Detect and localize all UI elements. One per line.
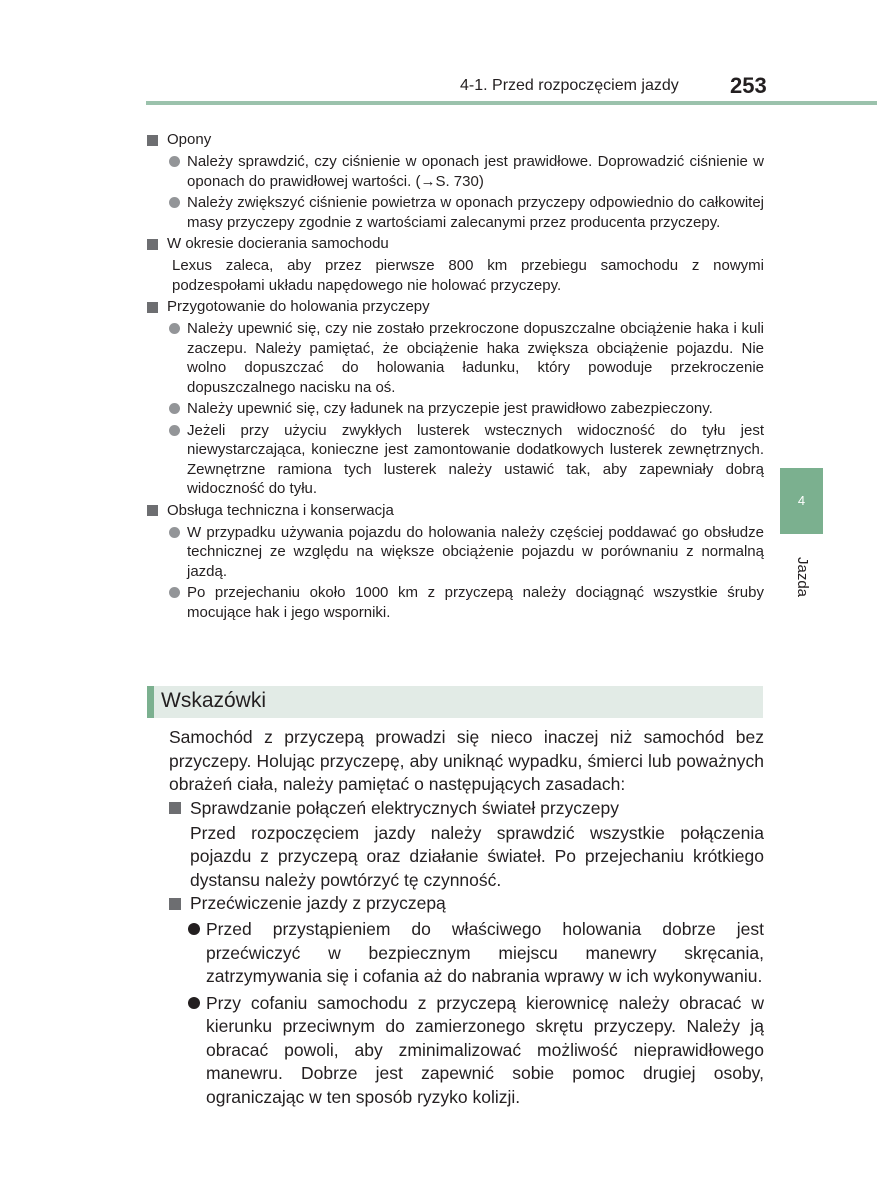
section-tires <box>147 130 764 232</box>
header-divider <box>146 101 877 105</box>
tips-section-paragraph: Przed rozpoczęciem jazdy należy sprawdzić wszystkie połączenia pojazdu z przyczepą oraz działanie świateł. Po przejechaniu krótkiego dystansu należy powtórzyć tę czynność. <box>190 822 764 890</box>
circle-bullet-icon <box>169 527 180 538</box>
section-break-in <box>147 234 764 295</box>
circle-bullet-icon <box>169 587 180 598</box>
tips-heading-bar <box>147 686 763 718</box>
tips-title: Wskazówki <box>161 689 267 712</box>
section-heading: Opony <box>147 130 764 150</box>
main-content <box>147 128 764 622</box>
circle-bullet-icon <box>169 425 180 436</box>
list-item: Jeżeli przy użyciu zwykłych lusterek wstecznych widoczność do tyłu jest niewystarczająca, konieczne jest zamontowanie dodatkowych lusterek zewnętrznych. Zewnętrzne ramiona tych lusterek należy ustawić tak, aby zapewniały dobrą widoczność do tyłu. <box>147 421 764 499</box>
square-bullet-icon <box>169 898 181 910</box>
list-item: Należy upewnić się, czy nie zostało przekroczone dopuszczalne obciążenie haka i kuli zaczepu. Należy pamiętać, że obciążenie haka zwiększa obciążenie pojazdu. Nie wolno dopuszczać do holowania ładunku, który powoduje przekroczenie dopuszczalnego nacisku na oś. <box>147 319 764 397</box>
circle-bullet-icon <box>169 156 180 167</box>
section-title: 4-1. Przed rozpoczęciem jazdy <box>460 77 679 94</box>
square-bullet-icon <box>147 135 158 146</box>
section-preparation <box>147 297 764 499</box>
section-heading: Obsługa techniczna i konserwacja <box>147 501 764 521</box>
square-bullet-icon <box>147 505 158 516</box>
chapter-label: Jazda <box>794 557 811 598</box>
list-item: Po przejechaniu około 1000 km z przyczepą należy dociągnąć wszystkie śruby mocujące hak i jego wsporniki. <box>147 583 764 622</box>
page-header <box>0 0 877 110</box>
circle-bullet-icon <box>169 197 180 208</box>
list-item: W przypadku używania pojazdu do holowania należy częściej poddawać go obsłudze technicznej ze względu na większe obciążenie pojazdu w porównaniu z normalną jazdą. <box>147 523 764 582</box>
list-item: Należy zwiększyć ciśnienie powietrza w oponach przyczepy odpowiednio do całkowitej masy przyczepy zgodnie z wartościami zalecanymi przez producenta przyczepy. <box>147 193 764 232</box>
circle-bullet-icon <box>169 403 180 414</box>
square-bullet-icon <box>169 802 181 814</box>
circle-bullet-icon <box>188 923 200 935</box>
tips-section-heading: Przećwiczenie jazdy z przyczepą <box>169 892 764 915</box>
tips-intro: Samochód z przyczepą prowadzi się nieco inaczej niż samochód bez przyczepy. Holując przyczepę, aby uniknąć wypadku, śmierci lub poważnych obrażeń ciała, należy pamiętać o następujących zasadach: <box>169 727 764 794</box>
square-bullet-icon <box>147 239 158 250</box>
page-number: 253 <box>730 73 767 98</box>
tips-accent <box>147 686 154 718</box>
section-heading: Przygotowanie do holowania przyczepy <box>147 297 764 317</box>
chapter-tab: 4 <box>780 468 823 534</box>
tips-section-heading: Sprawdzanie połączeń elektrycznych świateł przyczepy <box>169 797 764 820</box>
circle-bullet-icon <box>188 997 200 1009</box>
section-paragraph: Lexus zaleca, aby przez pierwsze 800 km przebiegu samochodu z nowymi podzespołami układu napędowego nie holować przyczepy. <box>172 257 764 294</box>
section-maintenance <box>147 501 764 623</box>
circle-bullet-icon <box>169 323 180 334</box>
list-item: Należy sprawdzić, czy ciśnienie w oponach jest prawidłowe. Doprowadzić ciśnienie w oponach do prawidłowej wartości. (→S. 730) <box>147 152 764 191</box>
section-heading: W okresie docierania samochodu <box>147 234 764 254</box>
tips-list-item: Przed przystąpieniem do właściwego holowania dobrze jest przećwiczyć w bezpiecznym miejscu manewry skręcania, zatrzymywania się i cofania aż do nabrania wprawy w ich wykonywaniu. <box>169 918 764 989</box>
tips-list-item: Przy cofaniu samochodu z przyczepą kierownicę należy obracać w kierunku przeciwnym do zamierzonego skrętu przyczepy. Należy ją obracać powoli, aby zminimalizować możliwość nieprawidłowego manewru. Dobrze jest zapewnić sobie pomoc drugiej osoby, ograniczając w ten sposób ryzyko kolizji. <box>169 992 764 1110</box>
square-bullet-icon <box>147 302 158 313</box>
list-item: Należy upewnić się, czy ładunek na przyczepie jest prawidłowo zabezpieczony. <box>147 399 764 419</box>
tips-content <box>169 726 764 1109</box>
